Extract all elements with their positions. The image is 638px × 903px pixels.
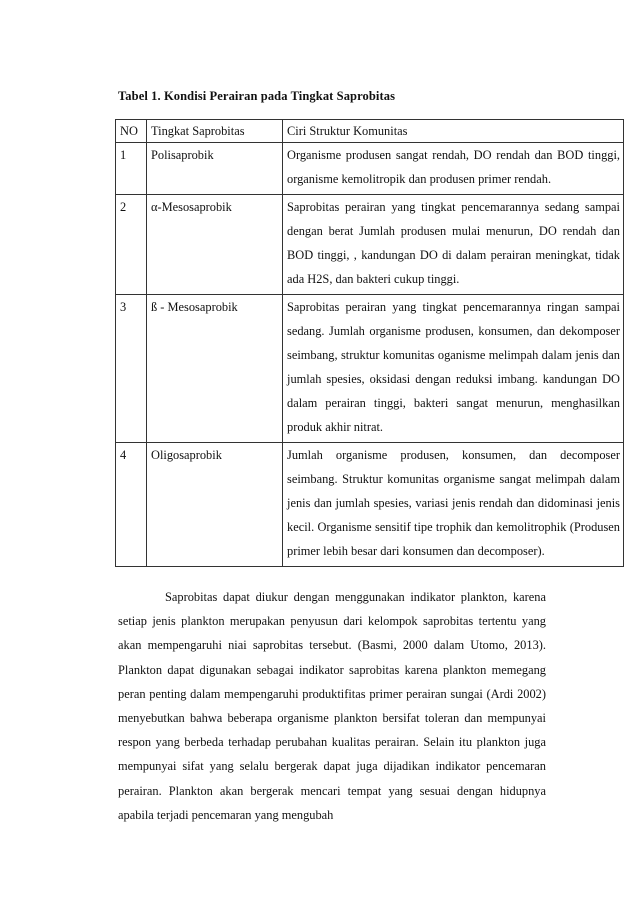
saprobity-table [115,119,624,567]
cell-no: 4 [116,443,147,567]
cell-level: α-Mesosaprobik [147,195,283,295]
cell-description: Saprobitas perairan yang tingkat pencemarannya sedang sampai dengan berat Jumlah produsen mulai menurun, DO rendah dan BOD tinggi, , kandungan DO di dalam perairan meningkat, tidak ada H2S, dan bakteri cukup tinggi. [283,195,624,295]
cell-description: Saprobitas perairan yang tingkat pencemarannya ringan sampai sedang. Jumlah organisme produsen, konsumen, dan dekomposer seimbang, struktur komunitas oganisme melimpah dalam jenis dan jumlah spesies, oksidasi dengan reduksi imbang. kandungan DO dalam perairan tinggi, bakteri sangat menurun, menghasilkan produk akhir nitrat. [283,295,624,443]
header-no: NO [116,120,147,143]
header-level: Tingkat Saprobitas [147,120,283,143]
cell-description: Organisme produsen sangat rendah, DO rendah dan BOD tinggi, organisme kemolitropik dan produsen primer rendah. [283,143,624,195]
header-description: Ciri Struktur Komunitas [283,120,624,143]
cell-level: ß - Mesosaprobik [147,295,283,443]
cell-description: Jumlah organisme produsen, konsumen, dan decomposer seimbang. Struktur komunitas organisme sangat melimpah dalam jenis dan jumlah spesies, variasi jenis rendah dan didominasi jenis kecil. Organisme sensitif tipe trophik dan kemolitrophik (Produsen primer lebih besar dari konsumen dan decomposer). [283,443,624,567]
table-header-row [116,120,624,143]
cell-level: Polisaprobik [147,143,283,195]
cell-no: 2 [116,195,147,295]
cell-no: 3 [116,295,147,443]
table-row [116,295,624,443]
cell-no: 1 [116,143,147,195]
table-row [116,443,624,567]
table-caption: Tabel 1. Kondisi Perairan pada Tingkat Saprobitas [118,89,396,103]
cell-level: Oligosaprobik [147,443,283,567]
body-paragraph: Saprobitas dapat diukur dengan menggunakan indikator plankton, karena setiap jenis plankton merupakan penyusun dari kelompok saprobitas tertentu yang akan mempengaruhi niai saprobitas tersebut. (Basmi, 2000 dalam Utomo, 2013). Plankton dapat digunakan sebagai indikator saprobitas karena plankton memegang peran penting dalam mempengaruhi produktifitas primer perairan sungai (Ardi 2002) menyebutkan bahwa beberapa organisme plankton bersifat toleran dan mempunyai respon yang berbeda terhadap perubahan kualitas perairan. Selain itu plankton juga mempunyai sifat yang selalu bergerak dapat juga dijadikan indikator pencemaran perairan. Plankton akan bergerak mencari tempat yang sesuai dengan hidupnya apabila terjadi pencemaran yang mengubah [118,590,546,822]
table-row [116,195,624,295]
table-row [116,143,624,195]
